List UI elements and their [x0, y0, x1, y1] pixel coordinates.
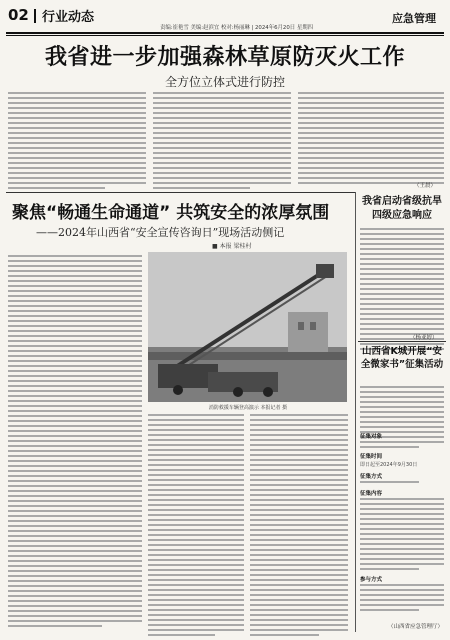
call-label-time: 征集时间: [360, 454, 383, 460]
feature-article-author: ■ 本报 梁桂村: [212, 243, 252, 250]
lead-article-col-1: [8, 92, 146, 189]
call-target-body: [360, 441, 444, 448]
lead-article-subtitle: 全方位立体式进行防控: [164, 75, 285, 89]
call-label-participation: 参与方式: [360, 577, 383, 583]
masthead-divider: [34, 9, 36, 23]
lead-article-col-2: [153, 92, 291, 189]
photo-caption: 消防救援车辆登高演示 本报记者 摄: [208, 405, 288, 411]
topic-name: 应急管理: [392, 12, 436, 25]
photo-illustration: [148, 252, 347, 402]
lead-article-title: 我省进一步加强森林草原防灭火工作: [44, 45, 405, 70]
lead-article-author: （王晨）: [414, 183, 437, 189]
feature-article-col-2: [148, 414, 244, 636]
sidebar-call-footer: （山西省应急管理厅）: [388, 624, 444, 630]
feature-article-col-1: [8, 255, 142, 627]
aerial-ladder-truck-photo: [148, 252, 347, 402]
sidebar-news-author: （杨亚婷）: [410, 335, 438, 341]
lead-article-col-3: [298, 92, 444, 184]
sidebar-rule: [358, 341, 446, 342]
page-number: 02: [8, 6, 29, 24]
masthead-rule: [6, 32, 444, 34]
sidebar-news-title: 我省启动省级抗旱四级应急响应: [362, 196, 442, 221]
sidebar-news-body: [360, 228, 444, 350]
call-label-content: 征集内容: [360, 491, 383, 497]
section-name: 行业动态: [42, 10, 95, 25]
call-content-body: [360, 498, 444, 570]
feature-article-title: 聚焦“畅通生命通道” 共筑安全的浓厚氛围: [12, 203, 330, 223]
masthead-rule-thin: [6, 35, 444, 36]
feature-article-subtitle: ——2024年山西省“安全宣传咨询日”现场活动侧记: [36, 226, 285, 239]
sidebar-call-title: 山西省K城开展“安全微家书”征集活动: [360, 346, 444, 370]
editor-credits: 责编:崔艳雪 美编:赵滨宜 校对:杨丽琳 | 2024年6月20日 星期四: [160, 25, 314, 31]
call-participation-body: [360, 584, 444, 611]
call-label-method: 征集方式: [360, 474, 383, 480]
call-time-value: 即日起至2024年9月30日: [360, 462, 418, 468]
feature-article-col-3: [250, 414, 348, 636]
section-rule: [6, 192, 356, 193]
sidebar-divider: [355, 192, 356, 632]
call-label-target: 征集对象: [360, 434, 383, 440]
masthead: [0, 0, 450, 32]
call-method-body: [360, 481, 444, 483]
